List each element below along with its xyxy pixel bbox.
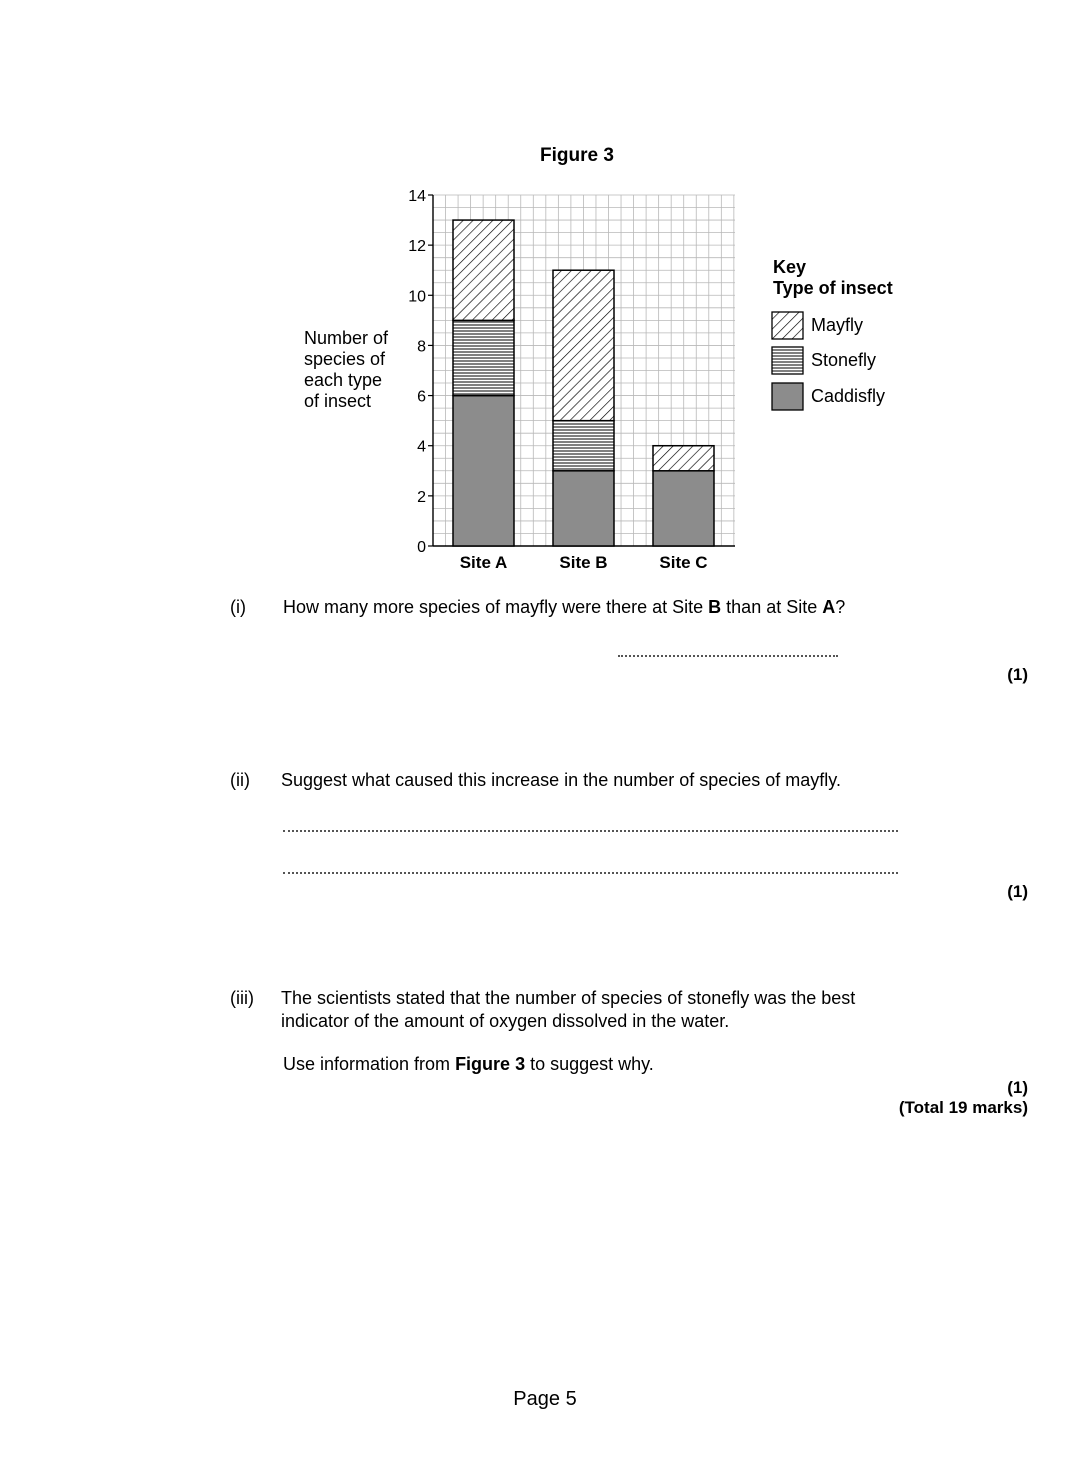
question-instruction: Use information from Figure 3 to suggest why.	[283, 1054, 654, 1074]
y-tick-label: 0	[417, 539, 426, 556]
question-text: Suggest what caused this increase in the number of species of mayfly.	[281, 770, 841, 790]
x-category-label: Site B	[559, 553, 608, 572]
y-axis-label-line: each type	[304, 370, 383, 390]
bar-segment-mayfly	[453, 220, 514, 320]
x-category-label: Site C	[659, 553, 708, 572]
key-swatch-stonefly	[772, 347, 803, 374]
page-number: Page 5	[513, 1388, 577, 1410]
bar-segment-stonefly	[453, 320, 514, 395]
y-tick-label: 8	[417, 338, 426, 356]
y-axis-label-line: species of	[304, 349, 386, 369]
y-tick-label: 6	[417, 388, 426, 406]
y-tick-label: 12	[408, 238, 426, 256]
bar-segment-caddisfly	[653, 471, 714, 546]
x-category-label: Site A	[459, 553, 508, 572]
key-swatches	[771, 310, 807, 415]
bar-group	[453, 220, 714, 572]
bar-segment-mayfly	[553, 270, 614, 420]
key-swatch-caddisfly	[772, 383, 803, 410]
bar-segment-stonefly	[553, 421, 614, 471]
y-axis-label-line: of insect	[304, 391, 372, 411]
figure-title: Figure 3	[540, 145, 614, 166]
question-number: (ii)	[230, 770, 250, 790]
stacked-bar-chart	[0, 0, 1080, 600]
y-tick-label: 4	[417, 438, 426, 456]
key-label-caddisfly: Caddisfly	[811, 386, 886, 406]
bar-segment-mayfly	[653, 446, 714, 471]
marks-label: (1)	[1007, 1078, 1028, 1097]
y-tick-label: 10	[408, 288, 426, 306]
key-heading: Key	[773, 257, 807, 277]
question-number: (i)	[230, 597, 246, 617]
question-text: How many more species of mayfly were there at Site B than at Site A?	[283, 597, 846, 617]
y-tick-label: 14	[408, 188, 426, 205]
marks-label: (1)	[1007, 665, 1028, 684]
y-axis-label-line: Number of	[304, 328, 389, 348]
answer-line[interactable]	[618, 655, 838, 657]
key-title	[773, 257, 893, 299]
key-subheading: Type of insect	[773, 278, 893, 298]
bar-segment-caddisfly	[453, 396, 514, 546]
question-number: (iii)	[230, 988, 254, 1008]
answer-line[interactable]	[283, 830, 898, 832]
key-label-stonefly: Stonefly	[811, 350, 877, 370]
answer-line[interactable]	[283, 872, 898, 874]
marks-label: (1)	[1007, 882, 1028, 901]
bar-segment-caddisfly	[553, 471, 614, 546]
key-swatch-mayfly	[772, 312, 803, 339]
total-marks: (Total 19 marks)	[898, 1098, 1028, 1117]
key-label-mayfly: Mayfly	[811, 315, 864, 335]
question-text: The scientists stated that the number of species of stonefly was the best indicator of the amount of oxygen dissolved in the water.	[281, 988, 856, 1031]
y-tick-label: 2	[417, 488, 426, 506]
